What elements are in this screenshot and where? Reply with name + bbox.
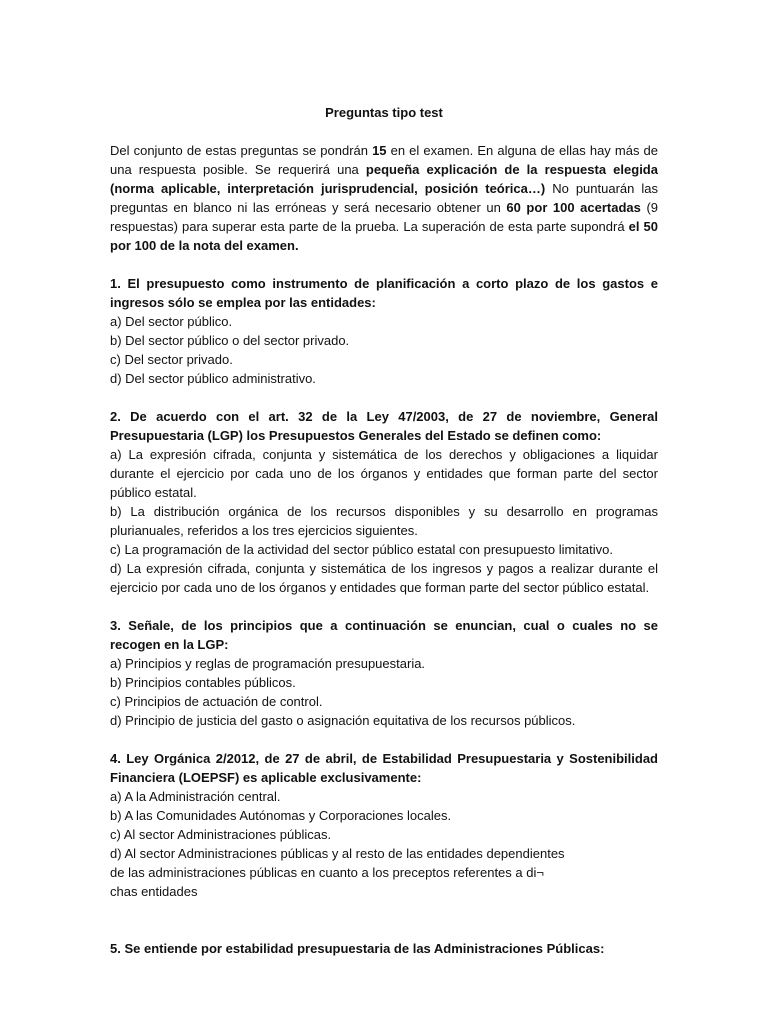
question-3-option-b: b) Principios contables públicos. (110, 675, 296, 690)
question-3 (110, 616, 658, 730)
question-4-title: 4. Ley Orgánica 2/2012, de 27 de abril, de Estabilidad Presupuestaria y Sostenibilidad Financiera (LOEPSF) es aplicable exclusivamente: (110, 751, 658, 785)
question-4-option-b: b) A las Comunidades Autónomas y Corporaciones locales. (110, 808, 452, 823)
question-1-option-a: a) Del sector público. (110, 314, 233, 329)
question-5 (110, 939, 658, 958)
question-1-title: 1. El presupuesto como instrumento de planificación a corto plazo de los gastos e ingresos sólo se emplea por las entidades: (110, 276, 658, 310)
question-4 (110, 749, 658, 901)
question-3-option-a: a) Principios y reglas de programación presupuestaria. (110, 656, 426, 671)
intro-bold-1: 15 (372, 143, 387, 158)
question-3-option-d: d) Principio de justicia del gasto o asignación equitativa de los recursos públicos. (110, 713, 576, 728)
question-3-option-c: c) Principios de actuación de control. (110, 694, 323, 709)
question-2-option-d: d) La expresión cifrada, conjunta y sistemática de los ingresos y pagos a realizar durante el ejercicio por cada uno de los órganos y entidades que forman parte del sector público estatal. (110, 561, 658, 595)
intro-text-4: (9 respuestas) para superar esta parte de la prueba. La superación de esta parte supondrá (110, 200, 659, 234)
question-1 (110, 274, 658, 388)
question-1-option-b: b) Del sector público o del sector privado. (110, 333, 350, 348)
question-2-title: 2. De acuerdo con el art. 32 de la Ley 47/2003, de 27 de noviembre, General Presupuestaria (LGP) los Presupuestos Generales del Estado se definen como: (110, 409, 658, 443)
question-1-option-d: d) Del sector público administrativo. (110, 371, 316, 386)
intro-paragraph (110, 141, 658, 255)
question-3-title: 3. Señale, de los principios que a continuación se enuncian, cual o cuales no se recogen en la LGP: (110, 618, 658, 652)
question-2-option-b: b) La distribución orgánica de los recursos disponibles y su desarrollo en programas plurianuales, referidos a los tres ejercicios siguientes. (110, 504, 658, 538)
question-2 (110, 407, 658, 597)
question-4-option-d-line-2: de las administraciones públicas en cuanto a los preceptos referentes a di¬ (110, 865, 544, 880)
spacer (110, 920, 658, 939)
intro-bold-3: 60 por 100 acertadas (506, 200, 641, 215)
question-4-option-c: c) Al sector Administraciones públicas. (110, 827, 332, 842)
question-2-option-a: a) La expresión cifrada, conjunta y sistemática de los derechos y obligaciones a liquidar durante el ejercicio por cada uno de los órganos y entidades que forman parte del sector público estatal. (110, 447, 658, 500)
intro-text-3: No puntuarán las preguntas en blanco ni las erróneas y será necesario obtener un (110, 181, 658, 215)
question-5-title: 5. Se entiende por estabilidad presupuestaria de las Administraciones Públicas: (110, 941, 605, 956)
question-1-option-c: c) Del sector privado. (110, 352, 233, 367)
question-2-option-c: c) La programación de la actividad del sector público estatal con presupuesto limitativo. (110, 542, 613, 557)
intro-bold-4: el 50 por 100 de la nota del examen. (110, 219, 658, 253)
question-4-option-d-line-1: d) Al sector Administraciones públicas y al resto de las entidades dependientes (110, 846, 565, 861)
intro-text-1: Del conjunto de estas preguntas se pondrán (110, 143, 373, 158)
document-title: Preguntas tipo test (325, 105, 443, 120)
question-4-option-a: a) A la Administración central. (110, 789, 281, 804)
question-4-option-d-line-3: chas entidades (110, 884, 198, 899)
intro-bold-2: pequeña explicación de la respuesta elegida (norma aplicable, interpretación jurisprudencial, posición teórica…) (110, 162, 658, 196)
intro-text-2: en el examen. En alguna de ellas hay más de una respuesta posible. Se requerirá una (110, 143, 658, 177)
